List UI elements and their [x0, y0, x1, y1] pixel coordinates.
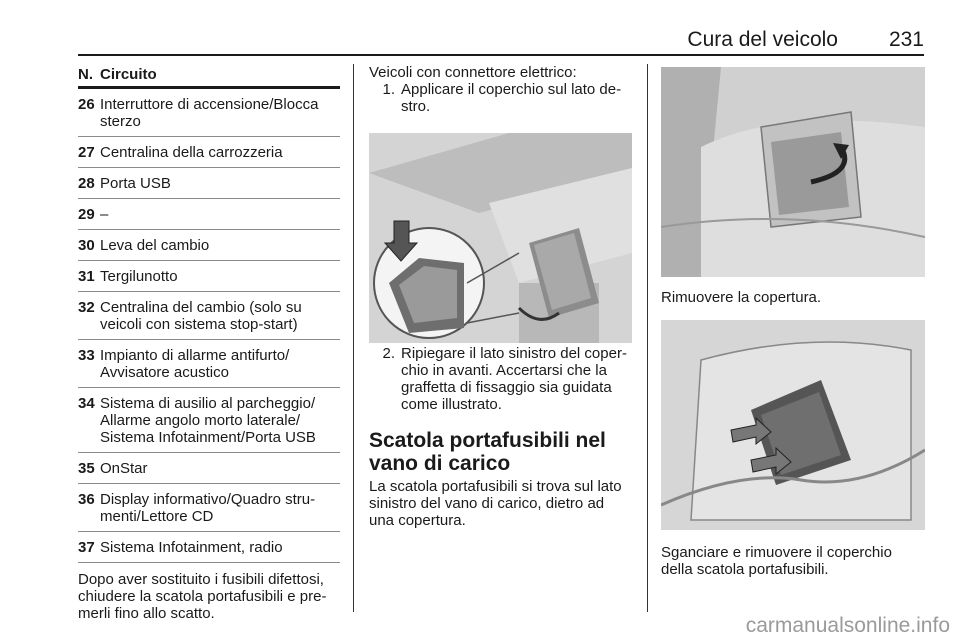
fuse-number: 37 [78, 539, 95, 556]
table-row [78, 261, 340, 292]
fuse-number: 31 [78, 268, 95, 285]
step-1-number: 1. [382, 81, 395, 98]
table-header [78, 64, 340, 89]
circuit-text: – [100, 206, 109, 223]
step-1 [369, 81, 633, 115]
table-row [78, 484, 340, 532]
circuit-text: Impianto di allarme antifurto/ Avvisatore acustico [100, 347, 290, 381]
circuit-text: Tergilunotto [100, 268, 178, 285]
fuse-box-illustration [661, 320, 925, 530]
circuit-text: OnStar [100, 460, 148, 477]
circuit-text: Porta USB [100, 175, 171, 192]
table-body [78, 89, 340, 563]
circuit-text: Interruttore di accensione/Blocca sterzo [100, 96, 319, 130]
table-row [78, 453, 340, 484]
section-body: La scatola portafusibili si trova sul lato sinistro del vano di carico, dietro ad una copertura. [369, 478, 622, 529]
fuse-number: 27 [78, 144, 95, 161]
table-row [78, 340, 340, 388]
circuit-text: Centralina del cambio (solo su veicoli con sistema stop-start) [100, 299, 302, 333]
table-row [78, 89, 340, 137]
circuit-text: Sistema Infotainment, radio [100, 539, 283, 556]
fuse-number: 30 [78, 237, 95, 254]
circuit-text: Leva del cambio [100, 237, 210, 254]
col-circuit-header: Circuito [100, 66, 157, 83]
section-title: Cura del veicolo [687, 28, 838, 51]
table-row [78, 292, 340, 340]
fuse-number: 28 [78, 175, 95, 192]
table-row [78, 388, 340, 453]
caption-remove-lid: Sganciare e rimuovere il coperchio della scatola portafusibili. [661, 544, 892, 578]
table-row [78, 137, 340, 168]
step-1-text: Applicare il coperchio sul lato de- stro. [401, 81, 622, 115]
table-row [78, 168, 340, 199]
fuse-number: 26 [78, 96, 95, 113]
col-num-header: N. [78, 66, 93, 83]
fuse-table-column [78, 64, 340, 622]
circuit-text: Centralina della carrozzeria [100, 144, 283, 161]
fuse-number: 33 [78, 347, 95, 364]
intro-text: Veicoli con connettore elettrico: [369, 64, 577, 81]
fuse-number: 32 [78, 299, 95, 316]
table-row [78, 199, 340, 230]
step-2-text: Ripiegare il lato sinistro del coper- chio in avanti. Accertarsi che la graffetta di fissaggio sia guidata come illustrato. [401, 345, 627, 413]
column-divider-1 [353, 64, 354, 612]
fuse-number: 29 [78, 206, 95, 223]
watermark: carmanualsonline.info [745, 614, 950, 637]
header-rule [78, 54, 924, 56]
circuit-text: Sistema di ausilio al parcheggio/ Allarme angolo morto laterale/ Sistema Infotainment/Porta USB [100, 395, 316, 446]
console-cover-illustration [369, 133, 632, 343]
table-row [78, 230, 340, 261]
step-2 [369, 345, 633, 413]
page-header [78, 28, 924, 52]
fuse-number: 34 [78, 395, 95, 412]
table-row [78, 532, 340, 563]
closing-paragraph: Dopo aver sostituito i fusibili difettosi, chiudere la scatola portafusibili e pre- merli fino allo scatto. [78, 571, 327, 622]
cargo-trim-illustration [661, 67, 925, 277]
column-divider-2 [647, 64, 648, 612]
circuit-text: Display informativo/Quadro stru- menti/Lettore CD [100, 491, 316, 525]
fuse-number: 36 [78, 491, 95, 508]
section-heading: Scatola portafusibili nel vano di carico [369, 429, 606, 475]
fuse-number: 35 [78, 460, 95, 477]
step-2-number: 2. [382, 345, 395, 362]
page-number: 231 [888, 28, 924, 51]
caption-remove-cover: Rimuovere la copertura. [661, 289, 822, 306]
